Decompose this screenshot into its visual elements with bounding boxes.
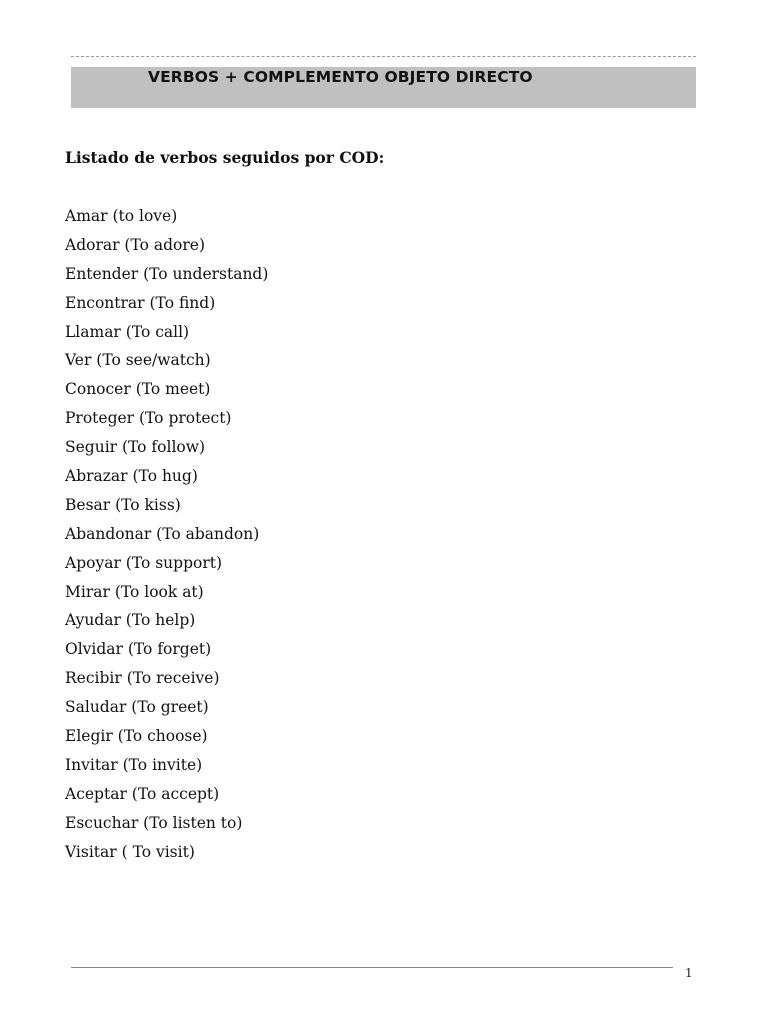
verb-list-item: Ayudar (To help) xyxy=(65,611,196,630)
verb-list-item: Conocer (To meet) xyxy=(65,380,211,399)
verb-list-item: Encontrar (To find) xyxy=(65,293,216,312)
verb-list-item: Apoyar (To support) xyxy=(65,553,223,572)
verb-list xyxy=(65,205,268,869)
document-title: VERBOS + COMPLEMENTO OBJETO DIRECTO xyxy=(148,68,533,86)
verb-list-item: Seguir (To follow) xyxy=(65,438,206,457)
verb-list-item: Visitar ( To visit) xyxy=(65,842,195,861)
verb-list-item: Mirar (To look at) xyxy=(65,582,204,601)
verb-list-item: Saludar (To greet) xyxy=(65,698,209,717)
verb-list-item: Proteger (To protect) xyxy=(65,409,232,428)
verb-list-item: Abrazar (To hug) xyxy=(65,467,198,486)
verb-list-item: Entender (To understand) xyxy=(65,264,269,283)
list-heading: Listado de verbos seguidos por COD: xyxy=(65,148,385,167)
verb-list-item: Amar (to love) xyxy=(65,207,178,225)
header-bar xyxy=(71,67,696,108)
verb-list-item: Olvidar (To forget) xyxy=(65,640,212,659)
verb-list-item: Escuchar (To listen to) xyxy=(65,813,243,832)
page-number: 1 xyxy=(685,966,693,980)
verb-list-item: Besar (To kiss) xyxy=(65,495,181,514)
verb-list-item: Abandonar (To abandon) xyxy=(65,524,260,543)
verb-list-item: Recibir (To receive) xyxy=(65,669,220,688)
verb-list-item: Ver (To see/watch) xyxy=(65,351,211,370)
verb-list-item: Aceptar (To accept) xyxy=(65,784,220,803)
verb-list-item: Elegir (To choose) xyxy=(65,727,208,746)
header-top-rule xyxy=(71,56,696,57)
verb-list-item: Llamar (To call) xyxy=(65,322,190,341)
verb-list-item: Adorar (To adore) xyxy=(65,235,205,254)
footer-rule xyxy=(71,967,673,968)
verb-list-item: Invitar (To invite) xyxy=(65,755,203,774)
